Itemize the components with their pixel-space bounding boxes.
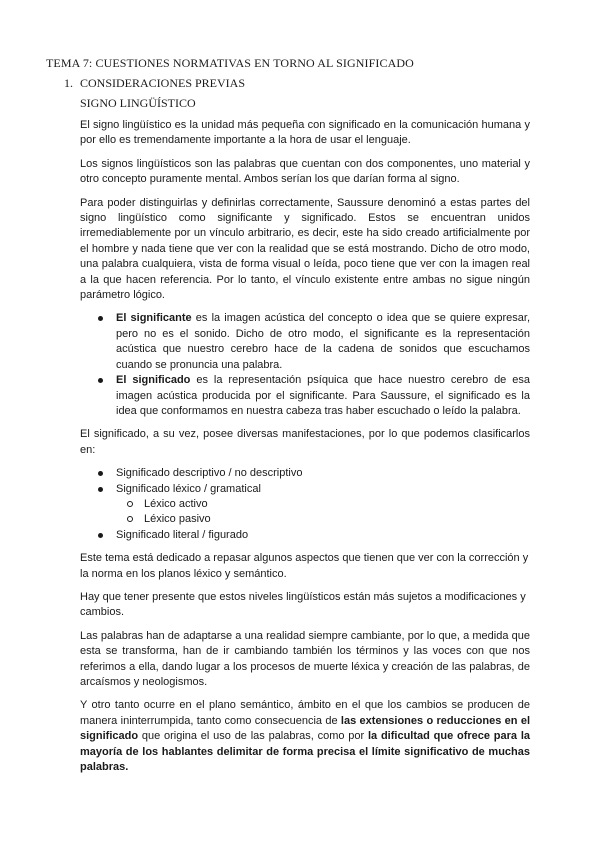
term-significante: El significante <box>116 312 192 325</box>
sub-list <box>116 497 530 528</box>
list-item: Significado descriptivo / no descriptivo <box>116 466 530 481</box>
definition-text: es la imagen acústica del concepto o idea que se quiere expresar, pero no es el sonido. Dicho de otro modo, el significante es la representación acústica que nuestro cerebro hace de la cadena de sonidos que escuchamos cuando se pronuncia una palabra. <box>116 312 530 371</box>
section-number: 1. <box>64 76 73 90</box>
definition-text: es la representación psíquica que hace nuestro cerebro de esa imagen acústica producida por el significante. Para Saussure, el significado es la idea que conformamos en nuestra cabeza tras haber escuchado o leído la palabra. <box>116 374 530 417</box>
sub-list-item: Léxico pasivo <box>144 512 530 527</box>
section-title: CONSIDERACIONES PREVIAS <box>80 76 246 90</box>
list-item <box>116 482 530 528</box>
list-item-label: Significado léxico / gramatical <box>116 482 261 495</box>
bold-text: las extensiones o reducciones en el significado <box>80 714 530 743</box>
paragraph-text: que origina el uso de las palabras, como por <box>138 730 368 743</box>
list-item <box>116 373 530 419</box>
paragraph: Este tema está dedicado a repasar algunos aspectos que tienen que ver con la corrección y la norma en los planos léxico y semántico. <box>80 552 529 580</box>
classification-list <box>80 466 530 543</box>
paragraph-text: Y otro tanto ocurre en el plano semántico, ámbito en el que los cambios se producen de manera ininterrumpida, tanto como consecuencia de <box>80 699 530 727</box>
paragraph: Las palabras han de adaptarse a una realidad siempre cambiante, por lo que, a medida que esta se transforma, han de ir cambiando también los términos y las voces con que nos referimos a ella, dando lugar a los procesos de muerte léxica y creación de las palabras, de arcaísmos y neologismos. <box>80 629 530 688</box>
section-heading <box>64 76 245 91</box>
paragraph <box>80 698 530 775</box>
document-body <box>80 118 530 783</box>
list-item: Significado literal / figurado <box>116 528 530 543</box>
sub-list-item: Léxico activo <box>144 497 530 512</box>
bold-text: la dificultad que ofrece para la mayoría de los hablantes delimitar de forma precisa el límite significativo de muchas palabras. <box>80 730 531 774</box>
term-significado: El significado <box>116 374 191 387</box>
paragraph: Para poder distinguirlas y definirlas correctamente, Saussure denominó a estas partes del signo lingüístico como significante y significado. Estos se encuentran unidos irremediablemente por un vínculo arbitrario, es decir, este ha sido creado artificialmente por el hombre y nada tiene que ver con la realidad que se está mostrando. Dicho de otro modo, una palabra cualquiera, vista de forma visual o leída, poco tiene que ver con la imagen real a la que hacen referencia. Por lo tanto, el vínculo existente entre ambas no sigue ningún parámetro lógico. <box>80 196 530 302</box>
paragraph: Los signos lingüísticos son las palabras que cuentan con dos componentes, uno material y otro concepto puramente mental. Ambos serían los que darían forma al signo. <box>80 157 530 186</box>
paragraph: El significado, a su vez, posee diversas manifestaciones, por lo que podemos clasificarlos en: <box>80 428 530 456</box>
page-title: TEMA 7: CUESTIONES NORMATIVAS EN TORNO AL SIGNIFICADO <box>46 56 414 70</box>
paragraph: El signo lingüístico es la unidad más pequeña con significado en la comunicación humana y por ello es tremendamente importante a la hora de usar el lenguaje. <box>80 119 530 147</box>
list-item <box>116 311 530 373</box>
subsection-title: SIGNO LINGÜÍSTICO <box>80 96 196 110</box>
definition-list <box>80 311 530 419</box>
paragraph: Hay que tener presente que estos niveles lingüísticos están más sujetos a modificaciones y cambios. <box>80 590 526 619</box>
